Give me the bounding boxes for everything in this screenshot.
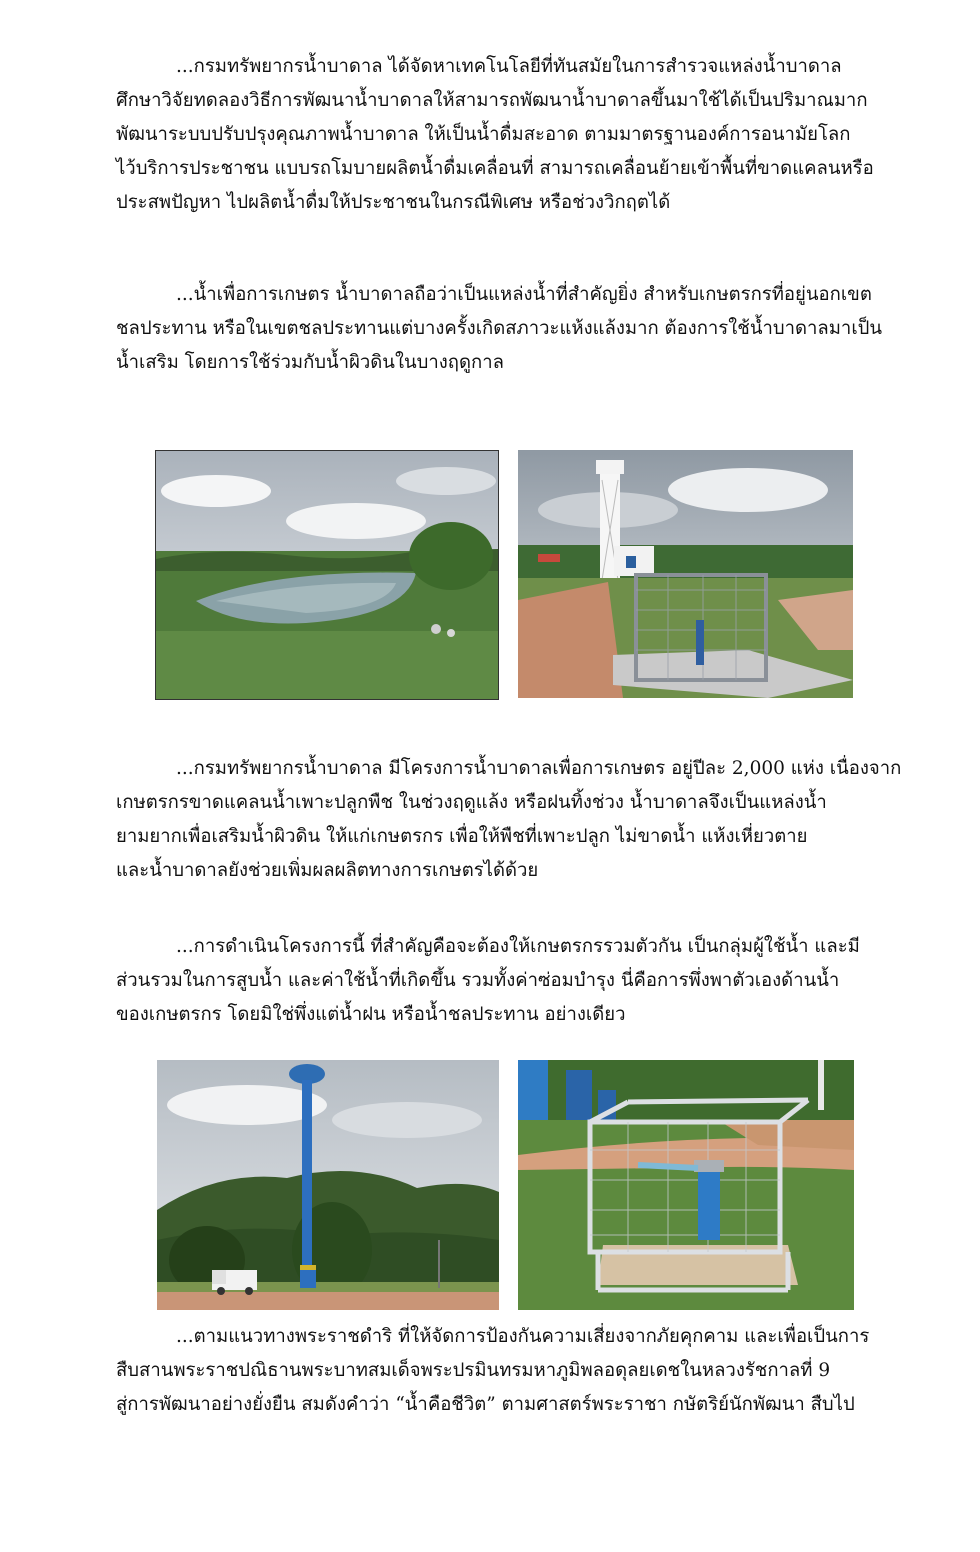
text-line: ศึกษาวิจัยทดลองวิธีการพัฒนาน้ำบาดาลให้สามารถพัฒนาน้ำบาดาลขึ้นมาใช้ได้เป็นปริมาณมาก <box>116 90 868 111</box>
text-line: สู่การพัฒนาอย่างยั่งยืน สมดังคำว่า “น้ำคือชีวิต” ตามศาสตร์พระราชา กษัตริย์นักพัฒนา สืบไป <box>116 1394 855 1415</box>
text-line: ประสพปัญหา ไปผลิตน้ำดื่มให้ประชาชนในกรณีพิเศษ หรือช่วงวิกฤตได้ <box>116 192 671 213</box>
text-line: ...น้ำเพื่อการเกษตร น้ำบาดาลถือว่าเป็นแหล่งน้ำที่สำคัญยิ่ง สำหรับเกษตรกรที่อยู่นอกเขต <box>176 284 872 305</box>
text-line: ไว้บริการประชาชน แบบรถโมบายผลิตน้ำดื่มเคลื่อนที่ สามารถเคลื่อนย้ายเข้าพื้นที่ขาดแคลนหรือ <box>116 158 874 179</box>
water-tower-photo <box>518 450 853 698</box>
text-line: ...กรมทรัพยากรน้ำบาดาล ได้จัดหาเทคโนโลยีที่ทันสมัยในการสำรวจแหล่งน้ำบาดาล <box>176 56 842 77</box>
paragraph-groundwater-technology <box>116 50 888 220</box>
text-line: ชลประทาน หรือในเขตชลประทานแต่บางครั้งเกิดสภาวะแห้งแล้งมาก ต้องการใช้น้ำบาดาลมาเป็น <box>116 318 883 339</box>
paragraph-farmer-groups <box>116 930 888 1032</box>
text-line: ...ตามแนวทางพระราชดำริ ที่ให้จัดการป้องกันความเสี่ยงจากภัยคุกคาม และเพื่อเป็นการ <box>176 1326 870 1347</box>
text-line: สืบสานพระราชปณิธานพระบาทสมเด็จพระปรมินทรมหาภูมิพลอดุลยเดชในหลวงรัชกาลที่ 9 <box>116 1360 831 1381</box>
text-line: พัฒนาระบบปรับปรุงคุณภาพน้ำบาดาล ให้เป็นน้ำดื่มสะอาด ตามมาตรฐานองค์การอนามัยโลก <box>116 124 851 145</box>
paragraph-agriculture-project <box>116 752 902 888</box>
paragraph-royal-initiative <box>116 1320 888 1422</box>
text-line: ส่วนรวมในการสูบน้ำ และค่าใช้น้ำที่เกิดขึ้น รวมทั้งค่าซ่อมบำรุง นี่คือการพึ่งพาตัวเองด้านน้ำ <box>116 970 840 991</box>
text-line: ยามยากเพื่อเสริมน้ำผิวดิน ให้แก่เกษตรกร เพื่อให้พืชที่เพาะปลูก ไม่ขาดน้ำ แห้งเหี่ยวตาย <box>116 826 808 847</box>
text-line: น้ำเสริม โดยการใช้ร่วมกับน้ำผิวดินในบางฤดูกาล <box>116 352 504 373</box>
paragraph-water-for-agriculture <box>116 278 888 380</box>
text-line: และน้ำบาดาลยังช่วยเพิ่มผลผลิตทางการเกษตรได้ด้วย <box>116 860 539 881</box>
pond-photo <box>155 450 499 700</box>
text-line: เกษตรกรขาดแคลนน้ำเพาะปลูกพืช ในช่วงฤดูแล้ง หรือฝนทิ้งช่วง น้ำบาดาลจึงเป็นแหล่งน้ำ <box>116 792 827 813</box>
text-line: ของเกษตรกร โดยมิใช่พึ่งแต่น้ำฝน หรือน้ำชลประทาน อย่างเดียว <box>116 1004 626 1025</box>
text-line: ...กรมทรัพยากรน้ำบาดาล มีโครงการน้ำบาดาลเพื่อการเกษตร อยู่ปีละ 2,000 แห่ง เนื่องจาก <box>176 758 902 779</box>
wellhead-cage-photo <box>518 1060 854 1310</box>
blue-tower-photo <box>157 1060 499 1310</box>
text-line: ...การดำเนินโครงการนี้ ที่สำคัญคือจะต้องให้เกษตรกรรวมตัวกัน เป็นกลุ่มผู้ใช้น้ำ และมี <box>176 936 860 957</box>
